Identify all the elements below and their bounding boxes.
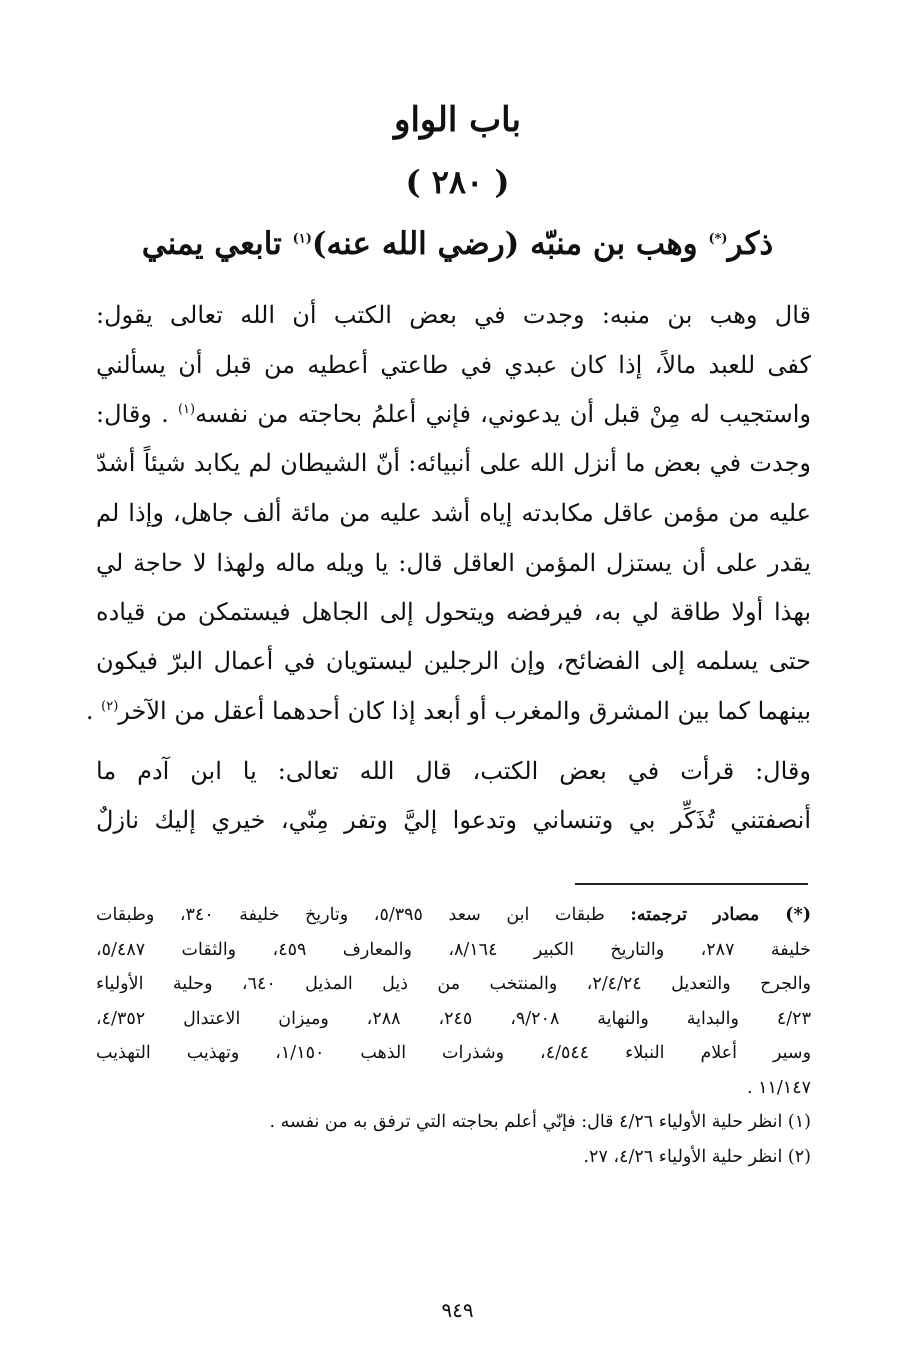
entry-title-prefix: ذكر (727, 226, 774, 262)
footnote-text: ١١/١٤٧ . (746, 1078, 811, 1098)
body-line-text: كفى للعبد مالاً، إذا كان عبدي في طاعتي أعطيه من قبل أن يسألني (96, 351, 811, 379)
body-line (96, 797, 811, 843)
footnote-line (96, 900, 811, 930)
entry-title (100, 220, 815, 268)
body-line-text: واستجيب له مِنْ قبل أن يدعوني، فإني أعلمُ بحاجته من نفسه (195, 400, 812, 428)
footnote-mark-2[interactable]: (٢) (101, 699, 119, 714)
footnote-text: طبقات ابن سعد ٥/٣٩٥، وتاريخ خليفة ٣٤٠، وطبقات (96, 905, 631, 925)
footnote-text: خليفة ٢٨٧، والتاريخ الكبير ٨/١٦٤، والمعارف ٤٥٩، والثقات ٥/٤٨٧، (96, 940, 811, 960)
footnote-line (96, 1107, 811, 1137)
body-line (96, 342, 811, 388)
body-line-text: . (85, 697, 102, 725)
footnote-line (96, 935, 811, 965)
footnote-line (96, 1073, 811, 1103)
body-line (96, 540, 811, 586)
body-line (85, 688, 811, 734)
footnote-divider (575, 883, 808, 885)
body-line-text: بهذا أولا طاقة لي به، فيرفضه ويتحول إلى الجاهل فيستمكن من قياده (96, 598, 811, 626)
body-line-text: عليه من مؤمن عاقل مكابدته إياه أشد عليه من مائة ألف جاهل، وإذا لم (96, 499, 811, 527)
footnote-line (96, 1004, 811, 1034)
body-line-text: قال وهب بن منبه: وجدت في بعض الكتب أن الله تعالى يقول: (96, 301, 811, 329)
entry-number: ( ٢٨٠ ) (405, 163, 510, 201)
body-line (96, 638, 811, 684)
body-line (96, 490, 811, 536)
body-line-text: وجدت في بعض ما أنزل الله على أنبيائه: أنّ الشيطان لم يكابد شيئاً أشدّ (96, 449, 811, 477)
body-line-text: حتى يسلمه إلى الفضائح، وإن الرجلين ليستويان في أعمال البرّ فيكون (96, 647, 811, 675)
body-line-text: بينهما كما بين المشرق والمغرب أو أبعد إذا كان أحدهما أعقل من الآخر (118, 697, 811, 725)
body-line (96, 292, 811, 338)
entry-title-suffix: تابعي يمني (141, 226, 293, 262)
body-line-text: أنصفتني تُذَكِّر بي وتنساني وتدعوا إليَّ وتفر مِنّي، خيري إليك نازلٌ (96, 806, 811, 834)
body-line-text: يقدر على أن يستزل المؤمن العاقل قال: يا ويله ماله ولهذا لا حاجة لي (96, 549, 811, 577)
footnote-line (96, 1142, 811, 1172)
body-line (96, 391, 811, 437)
body-line-text: . وقال: (96, 400, 178, 428)
footnote-text: ٤/٢٣ والبداية والنهاية ٩/٢٠٨، ٢٤٥، ٢٨٨، وميزان الاعتدال ٤/٣٥٢، (96, 1009, 811, 1029)
footnote-line (96, 1038, 811, 1068)
footnote-text: (١) انظر حلية الأولياء ٤/٢٦ قال: فإنّي أعلم بحاجته التي ترفق به من نفسه . (269, 1112, 811, 1132)
body-line (96, 440, 811, 486)
entry-title-star-mark[interactable]: (*) (708, 231, 728, 247)
footnote-line (96, 969, 811, 999)
entry-title-note-mark[interactable]: (١) (292, 231, 312, 247)
body-line-text: وقال: قرأت في بعض الكتب، قال الله تعالى: يا ابن آدم ما (96, 757, 811, 785)
footnote-mark-1[interactable]: (١) (177, 402, 196, 417)
chapter-heading: باب الواو (394, 100, 521, 140)
footnote-text: (٢) انظر حلية الأولياء ٤/٢٦، ٢٧. (583, 1147, 811, 1167)
footnote-sources-label: (*) مصادر ترجمته: (630, 905, 812, 925)
footnote-text: وسير أعلام النبلاء ٤/٥٤٤، وشذرات الذهب ١/١٥٠، وتهذيب التهذيب (96, 1043, 812, 1063)
body-line (96, 589, 811, 635)
footnote-text: والجرح والتعديل ٢/٤/٢٤، والمنتخب من ذيل المذيل ٦٤٠، وحلية الأولياء (96, 974, 812, 994)
page-number: ٩٤٩ (441, 1298, 474, 1322)
entry-title-name: وهب بن منبّه (رضي الله عنه) (311, 226, 709, 262)
body-line (96, 748, 811, 794)
